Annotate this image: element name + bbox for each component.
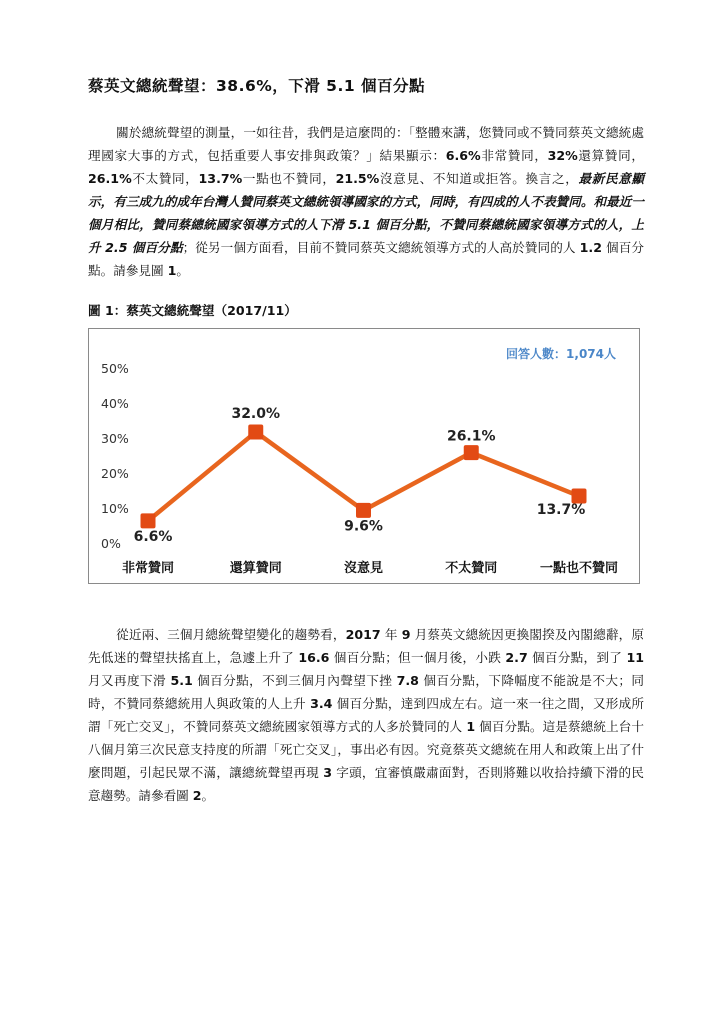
p1-text: 個百分點。請參見圖 xyxy=(88,240,644,278)
data-value-label: 6.6% xyxy=(133,528,173,545)
p2-text: 個百分點，到了 xyxy=(527,650,627,665)
p2-text: 個百分點，不到三個月內聲望下挫 xyxy=(192,673,397,688)
p1-text: ；從另一個方面看，目前不贊同蔡英文總統領導方式的人高於贊同的人 xyxy=(182,240,580,255)
p2-text: 個百分點，下降幅度不能說是不大；同時，不贊同蔡總統用人與政策的人上升 xyxy=(88,673,644,711)
y-tick-label: 0% xyxy=(101,536,121,551)
p2-text: 月蔡英文總統因更換閣揆及內閣總辭，原先低迷的聲望扶搖直上，急遽上升了 xyxy=(88,627,644,665)
approval-chart xyxy=(88,328,640,584)
p2-value: 3.4 xyxy=(310,696,333,711)
p2-value: 5.1 xyxy=(170,673,193,688)
p2-value: 2.7 xyxy=(505,650,528,665)
y-tick-label: 20% xyxy=(101,466,129,481)
chart-frame xyxy=(89,329,640,584)
p2-text: 。 xyxy=(201,788,215,803)
data-value-label: 26.1% xyxy=(446,428,496,445)
p2-value: 16.6 xyxy=(298,650,330,665)
respondent-count-label: 回答人數：1,074人 xyxy=(506,347,616,361)
p2-value: 7.8 xyxy=(396,673,419,688)
paragraph-2 xyxy=(88,623,644,807)
p1-text: 一點也不贊同， xyxy=(242,171,336,186)
p2-text: 從近兩、三個月總統聲望變化的趨勢看， xyxy=(116,627,346,642)
p2-value: 1 xyxy=(466,719,476,734)
x-category-label: 還算贊同 xyxy=(229,561,282,576)
p1-emphasis: 個百分點 xyxy=(127,240,183,255)
p1-value: 13.7% xyxy=(198,171,243,186)
p1-text: 沒意見、不知道或拒答。換言之， xyxy=(379,171,579,186)
p2-value: 2017 xyxy=(345,627,381,642)
y-tick-label: 40% xyxy=(101,396,129,411)
p1-text: 非常贊同， xyxy=(480,148,548,163)
p2-value: 11 xyxy=(626,650,644,665)
p1-emphasis-value: 5.1 xyxy=(348,217,371,232)
p2-text: 個百分點，達到四成左右。這一來一往之間，又形成所謂「死亡交叉」，不贊同蔡英文總統國家領導方式的人多於贊同的人 xyxy=(88,696,644,734)
y-tick-label: 30% xyxy=(101,431,129,446)
data-point-marker xyxy=(248,425,263,440)
x-category-label: 非常贊同 xyxy=(121,561,175,576)
p1-text: 。 xyxy=(176,263,189,278)
p1-value: 21.5% xyxy=(335,171,380,186)
p1-value: 1 xyxy=(167,263,177,278)
p2-text: 月又再度下滑 xyxy=(88,673,171,688)
p1-emphasis-value: 2.5 xyxy=(105,240,128,255)
x-category-label: 不太贊同 xyxy=(445,561,498,576)
p2-value: 9 xyxy=(401,627,411,642)
y-tick-label: 10% xyxy=(101,501,129,516)
p2-text: 個百分點。這是蔡總統上台十八個月第三次民意支持度的所謂「死亡交叉」，事出必有因。究竟蔡英文總統在用人和政策上出了什麼問題，引起民眾不滿，讓總統聲望再現 xyxy=(88,719,644,780)
p2-text: 字頭，宜審慎嚴肅面對，否則將難以收拾持續下滑的民意趨勢。請參看圖 xyxy=(88,765,644,803)
p1-text: 還算贊同， xyxy=(577,148,644,163)
p2-value: 3 xyxy=(323,765,332,780)
p1-emphasis: 最新民意顯示，有三成九的成年台灣人贊同蔡英文總統領導國家的方式，同時，有四成的人不表贊同。和最近一個月相比，贊同蔡總統國家領導方式的人下滑 xyxy=(88,171,645,232)
data-value-label: 9.6% xyxy=(344,518,383,535)
p1-value: 26.1% xyxy=(88,171,132,186)
p1-text: 關於總統聲望的測量，一如往昔，我們是這麼問的：「整體來講，您贊同或不贊同蔡英文總統處理國家大事的方式，包括重要人事安排與政策？」結果顯示： xyxy=(88,125,644,163)
p1-value: 6.6% xyxy=(445,148,481,163)
y-tick-label: 50% xyxy=(101,361,129,376)
figure-caption: 圖 1：蔡英文總統聲望（2017/11） xyxy=(88,303,297,318)
data-point-marker xyxy=(464,445,479,460)
p1-value: 1.2 xyxy=(579,240,602,255)
page-title: 蔡英文總統聲望：38.6%，下滑 5.1 個百分點 xyxy=(88,77,426,95)
data-point-marker xyxy=(356,503,371,518)
p2-text: 個百分點；但一個月後，小跌 xyxy=(329,650,506,665)
data-value-label: 13.7% xyxy=(536,502,586,519)
p2-text: 年 xyxy=(380,627,402,642)
chart-svg xyxy=(88,328,640,584)
x-category-label: 一點也不贊同 xyxy=(539,561,619,576)
data-value-label: 32.0% xyxy=(231,406,281,422)
paragraph-1 xyxy=(88,121,644,282)
p1-emphasis: 個百分點，不贊同蔡總統國家領導方式的人，上升 xyxy=(88,217,644,255)
p1-value: 32% xyxy=(547,148,578,163)
p1-text: 不太贊同， xyxy=(131,171,199,186)
data-point-marker xyxy=(141,513,156,528)
p2-value: 2 xyxy=(192,788,202,803)
x-category-label: 沒意見 xyxy=(343,561,384,576)
